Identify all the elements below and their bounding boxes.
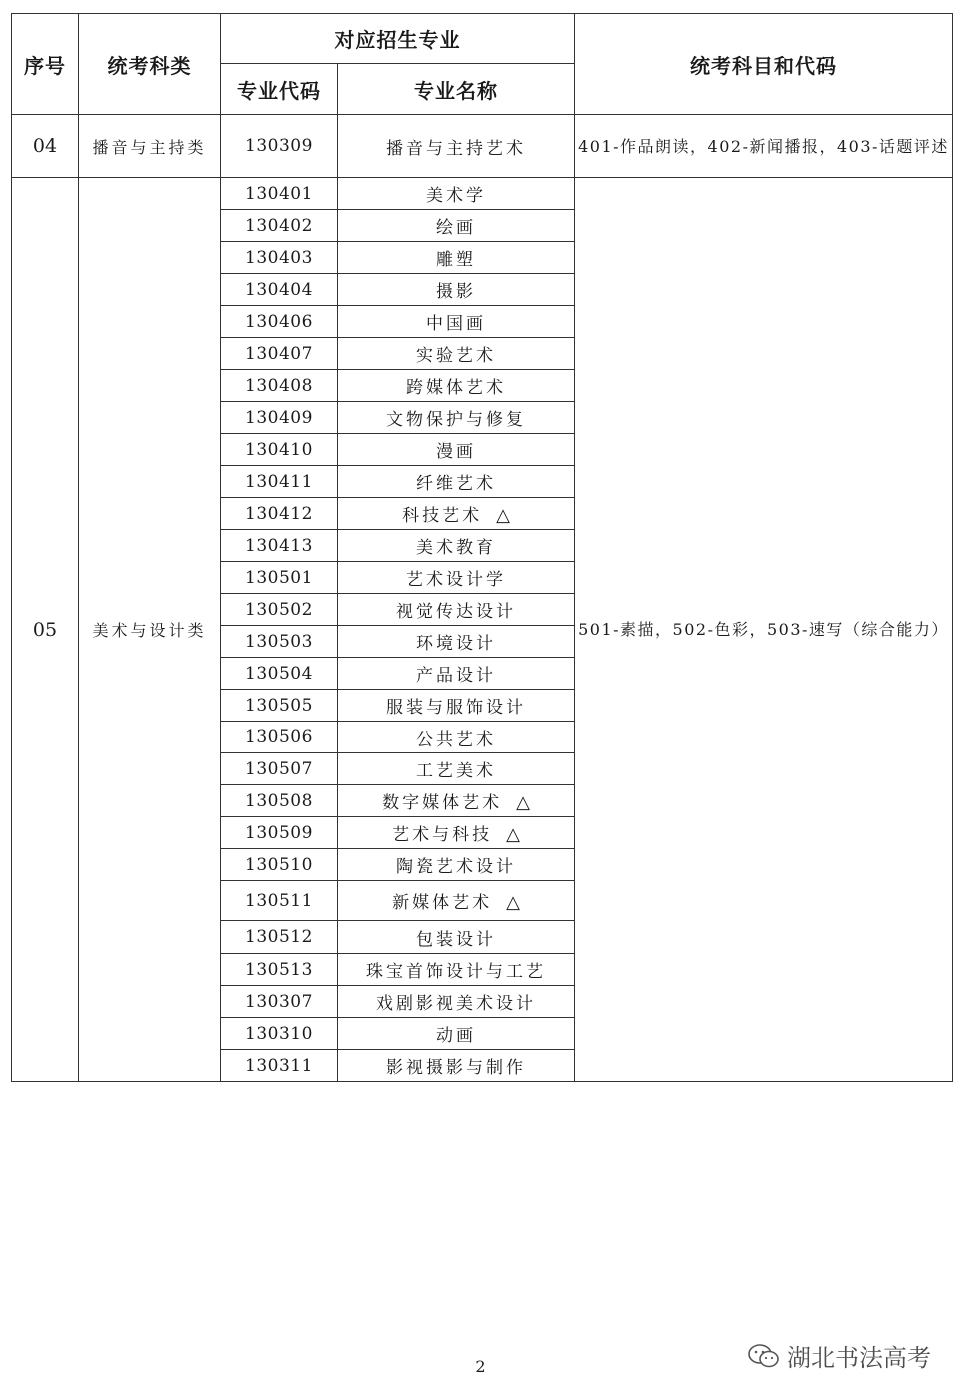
major-code-cell: 130403 (221, 242, 338, 274)
major-code-cell: 130309 (221, 115, 338, 178)
major-code-cell: 130404 (221, 274, 338, 306)
major-code-cell: 130411 (221, 466, 338, 498)
major-code-cell: 130507 (221, 753, 338, 785)
major-name-cell (338, 178, 575, 210)
seq-cell: 05 (12, 178, 79, 1082)
wechat-icon (747, 1343, 781, 1369)
major-name-cell (338, 1018, 575, 1050)
header-major-code: 专业代码 (221, 64, 338, 115)
major-name-cell (338, 658, 575, 690)
major-name-text: 视觉传达设计 (396, 602, 516, 622)
major-code-cell: 130412 (221, 498, 338, 530)
major-name-text: 美术学 (426, 186, 486, 206)
triangle-mark-icon: △ (516, 792, 530, 813)
major-code-cell: 130509 (221, 817, 338, 849)
major-name-text: 珠宝首饰设计与工艺 (366, 962, 546, 982)
major-name-text: 产品设计 (416, 666, 496, 686)
major-code-cell: 130408 (221, 370, 338, 402)
major-name-text: 陶瓷艺术设计 (396, 857, 516, 877)
header-row-1 (12, 14, 953, 64)
major-name-cell (338, 562, 575, 594)
major-name-cell: 播音与主持艺术 (338, 115, 575, 178)
major-name-cell (338, 530, 575, 562)
major-code-cell: 130506 (221, 722, 338, 753)
major-code-cell: 130310 (221, 1018, 338, 1050)
major-name-cell (338, 338, 575, 370)
major-name-cell (338, 274, 575, 306)
header-seq: 序号 (12, 14, 79, 115)
major-name-cell (338, 306, 575, 338)
triangle-mark-icon: △ (506, 892, 520, 913)
major-name-text: 艺术设计学 (406, 570, 506, 590)
major-name-cell (338, 690, 575, 722)
major-code-cell: 130407 (221, 338, 338, 370)
subjects-cell: 501-素描，502-色彩，503-速写（综合能力） (575, 178, 953, 1082)
major-name-text: 包装设计 (416, 929, 496, 950)
major-name-text: 影视摄影与制作 (386, 1058, 526, 1078)
major-name-text: 美术教育 (416, 538, 496, 558)
major-name-cell (338, 921, 575, 954)
major-name-text: 环境设计 (416, 634, 496, 654)
major-code-cell: 130402 (221, 210, 338, 242)
major-name-cell (338, 849, 575, 881)
major-code-cell: 130409 (221, 402, 338, 434)
majors-table (11, 13, 953, 1082)
seq-cell: 04 (12, 115, 79, 178)
major-name-text: 漫画 (436, 442, 476, 462)
major-name-text: 摄影 (436, 282, 476, 302)
major-name-cell (338, 498, 575, 530)
watermark-text: 湖北书法高考 (787, 1344, 931, 1372)
header-subjects: 统考科目和代码 (575, 14, 953, 115)
major-code-cell: 130410 (221, 434, 338, 466)
major-code-cell: 130508 (221, 785, 338, 817)
major-name-cell (338, 753, 575, 785)
major-name-cell (338, 626, 575, 658)
major-name-text: 服装与服饰设计 (386, 698, 526, 718)
major-name-cell (338, 210, 575, 242)
major-name-text: 工艺美术 (416, 761, 496, 781)
major-name-cell (338, 466, 575, 498)
major-code-cell: 130406 (221, 306, 338, 338)
major-name-cell (338, 817, 575, 849)
header-major-name: 专业名称 (338, 64, 575, 115)
major-name-text: 新媒体艺术 (392, 893, 493, 913)
major-name-text: 科技艺术 (402, 506, 483, 526)
major-name-text: 文物保护与修复 (386, 410, 526, 430)
major-code-cell: 130501 (221, 562, 338, 594)
major-name-text: 戏剧影视美术设计 (376, 994, 536, 1014)
major-name-cell (338, 242, 575, 274)
major-name-text: 纤维艺术 (416, 474, 496, 494)
major-name-text: 数字媒体艺术 (382, 793, 503, 813)
major-name-cell (338, 785, 575, 817)
major-name-text: 公共艺术 (416, 729, 496, 750)
major-code-cell: 130502 (221, 594, 338, 626)
triangle-mark-icon: △ (506, 824, 520, 845)
page-number: 2 (475, 1357, 486, 1376)
major-name-text: 实验艺术 (416, 346, 496, 366)
major-name-cell (338, 954, 575, 986)
category-cell: 播音与主持类 (79, 115, 221, 178)
major-name-cell (338, 1050, 575, 1082)
major-name-cell (338, 881, 575, 921)
major-code-cell: 130505 (221, 690, 338, 722)
major-code-cell: 130503 (221, 626, 338, 658)
header-majors-group: 对应招生专业 (221, 14, 575, 64)
major-name-cell (338, 722, 575, 753)
major-code-cell: 130311 (221, 1050, 338, 1082)
major-code-cell: 130307 (221, 986, 338, 1018)
major-name-text: 雕塑 (436, 250, 476, 270)
major-name-text: 跨媒体艺术 (406, 378, 506, 398)
major-code-cell: 130504 (221, 658, 338, 690)
triangle-mark-icon: △ (496, 505, 510, 526)
major-code-cell: 130401 (221, 178, 338, 210)
major-name-cell (338, 402, 575, 434)
major-name-text: 动画 (436, 1026, 476, 1046)
major-name-cell (338, 370, 575, 402)
major-name-cell (338, 594, 575, 626)
major-name-text: 艺术与科技 (392, 825, 493, 845)
subjects-cell: 401-作品朗读，402-新闻播报，403-话题评述 (575, 115, 953, 178)
major-code-cell: 130413 (221, 530, 338, 562)
major-code-cell: 130513 (221, 954, 338, 986)
major-name-cell (338, 434, 575, 466)
watermark (747, 1338, 931, 1373)
major-code-cell: 130511 (221, 881, 338, 921)
major-name-text: 中国画 (426, 314, 486, 334)
header-category: 统考科类 (79, 14, 221, 115)
major-code-cell: 130512 (221, 921, 338, 954)
major-code-cell: 130510 (221, 849, 338, 881)
major-name-text: 绘画 (436, 218, 476, 238)
major-name-cell (338, 986, 575, 1018)
table-row-04 (12, 115, 953, 178)
category-cell: 美术与设计类 (79, 178, 221, 1082)
table-row (12, 178, 953, 210)
